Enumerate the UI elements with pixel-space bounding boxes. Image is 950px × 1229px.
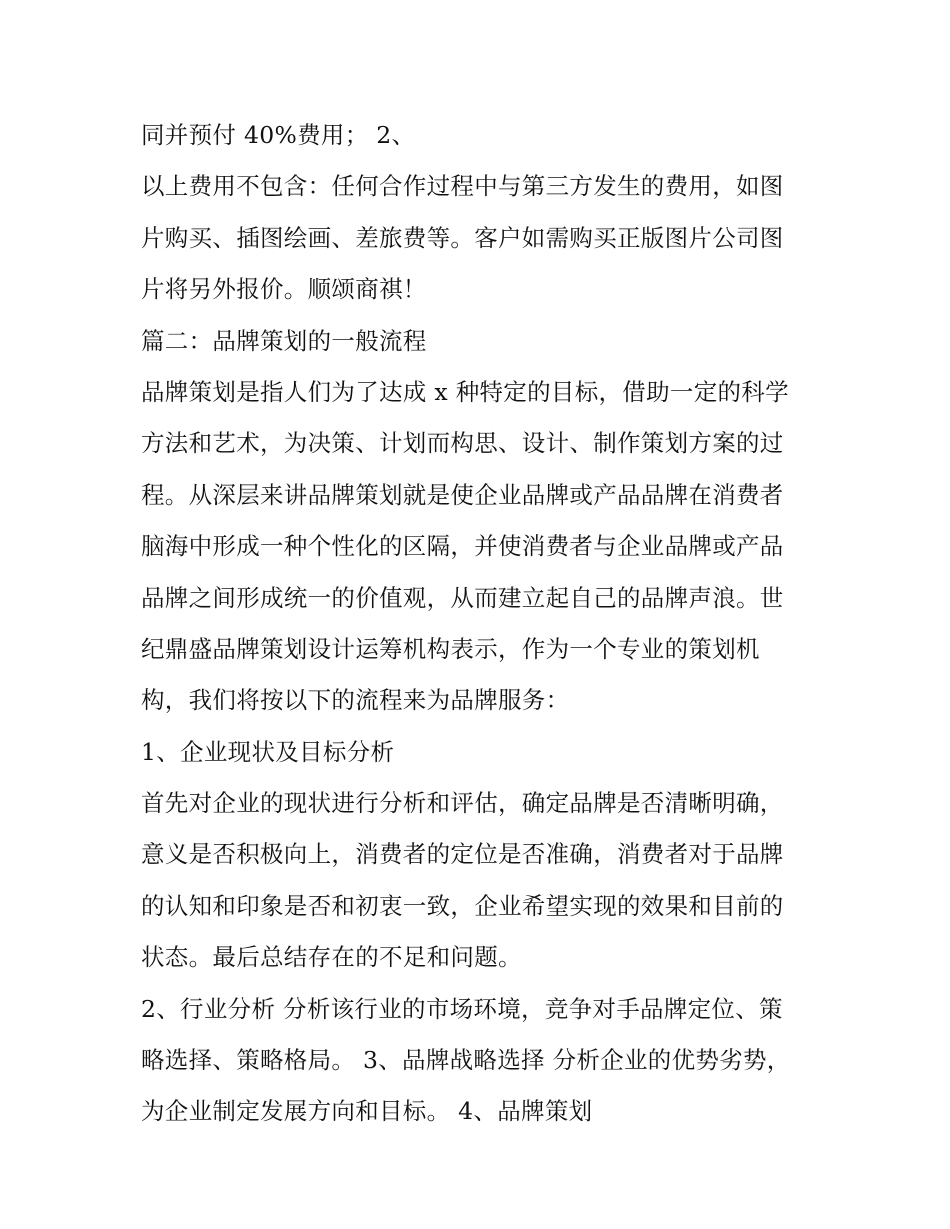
text-line-definition-cont-3: 脑海中形成一种个性化的区隔，并使消费者与企业品牌或产品 (141, 532, 784, 561)
text-line-definition-cont-5: 纪鼎盛品牌策划设计运筹机构表示，作为一个专业的策划机 (141, 634, 760, 663)
text-line-fee-exclusions-cont: 片购买、插图绘画、差旅费等。客户如需购买正版图片公司图 (141, 223, 784, 252)
text-line-definition-cont-6: 构，我们将按以下的流程来为品牌服务： (141, 686, 570, 715)
text-line-step-4: 为企业制定发展方向和目标。 4、品牌策划 (141, 1097, 593, 1126)
document-body (141, 110, 813, 1138)
step-heading-1: 1、企业现状及目标分析 (141, 737, 395, 766)
text-line-closing-remark: 片将另外报价。顺颂商祺！ (141, 275, 427, 304)
text-line-step-1-cont-2: 的认知和印象是否和初衷一致，企业希望实现的效果和目前的 (141, 891, 784, 920)
text-line-step-1: 首先对企业的现状进行分析和评估，确定品牌是否清晰明确， (141, 789, 784, 818)
text-line-step-1-cont-3: 状态。最后总结存在的不足和问题。 (141, 943, 522, 972)
text-line-steps-2-3: 2、行业分析 分析该行业的市场环境，竞争对手品牌定位、策 (141, 994, 783, 1023)
text-line-definition-cont-2: 程。从深层来讲品牌策划就是使企业品牌或产品品牌在消费者 (141, 480, 784, 509)
text-line-step-1-cont-1: 意义是否积极向上，消费者的定位是否准确，消费者对于品牌 (141, 840, 784, 869)
section-heading-chapter-two: 篇二：品牌策划的一般流程 (141, 326, 427, 355)
text-line-payment-note: 同并预付 40%费用； 2、 (141, 121, 416, 149)
text-line-fee-exclusions: 以上费用不包含：任何合作过程中与第三方发生的费用，如图 (141, 172, 784, 201)
text-line-steps-2-3-cont: 略选择、策略格局。 3、品牌战略选择 分析企业的优势劣势， (141, 1046, 791, 1075)
text-line-definition: 品牌策划是指人们为了达成 x 种特定的目标，借助一定的科学 (141, 377, 789, 406)
text-line-definition-cont-4: 品牌之间形成统一的价值观，从而建立起自己的品牌声浪。世 (141, 583, 784, 612)
text-line-definition-cont-1: 方法和艺术，为决策、计划而构思、设计、制作策划方案的过 (141, 429, 784, 458)
